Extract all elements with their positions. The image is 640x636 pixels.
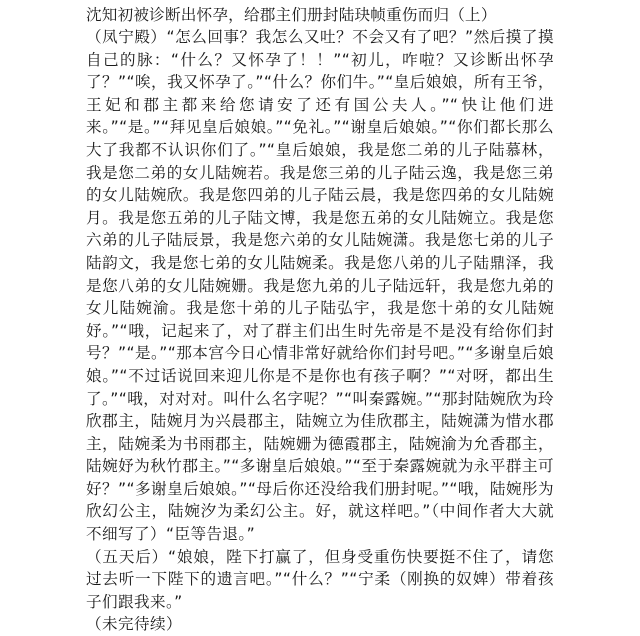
article-paragraph: （未完待续） bbox=[86, 615, 182, 634]
article-title: 沈知初被诊断出怀孕，给郡主们册封陆玦帧重伤而归（上） bbox=[86, 6, 497, 24]
article-paragraph: （五天后）“娘娘，陛下打赢了，但身受重伤快要挺不住了，请您过去听一下陛下的遗言吧。”“什么？”“宁柔（刚换的奴婢）带着孩子们跟我来。” bbox=[86, 547, 554, 611]
article-paragraph: （凤宁殿）“怎么回事？我怎么又吐？不会又有了吧？”然后摸了摸自己的脉：“什么？又怀孕了！！”“初儿，咋啦？又诊断出怀孕了？”“唉，我又怀孕了。”“什么？你们牛。”“皇后娘娘，所有王爷，王妃和郡主都来给您请安了还有国公夫人。”“快让他们进来。”“是。”“拜见皇后娘娘。”“免礼。”“谢皇后娘娘。”“你们都长那么大了我都不认识你们了。”“皇后娘娘，我是您二弟的儿子陆慕林，我是您二弟的女儿陆婉若。我是您三弟的儿子陆云逸，我是您三弟的女儿陆婉欣。我是您四弟的儿子陆云晨，我是您四弟的女儿陆婉月。我是您五弟的儿子陆文博，我是您五弟的女儿陆婉立。我是您六弟的儿子陆辰景，我是您六弟的女儿陆婉潇。我是您七弟的儿子陆韵文，我是您七弟的女儿陆婉柔。我是您八弟的儿子陆鼎泽，我是您八弟的女儿陆婉姗。我是您九弟的儿子陆远轩，我是您九弟的女儿陆婉渝。我是您十弟的儿子陆弘宇，我是您十弟的女儿陆婉妤。”“哦，记起来了，对了群主们出生时先帝是不是没有给你们封号？”“是。”“那本宫今日心情非常好就给你们封号吧。”“多谢皇后娘娘。”“不过话说回来迎儿你是不是你也有孩子啊？”“对呀，都出生了。”“哦，对对对。叫什么名字呢？”“叫秦露婉。”“那封陆婉欣为玲欣郡主，陆婉月为兴晨郡主，陆婉立为佳欣郡主，陆婉潇为惜水郡主，陆婉柔为书雨郡主，陆婉姗为德霞郡主，陆婉渝为允香郡主，陆婉妤为秋竹郡主。”“多谢皇后娘娘。”“至于秦露婉就为永平群主可好？”“多谢皇后娘娘。”“母后你还没给我们册封呢。”“哦，陆婉彤为欣幻公主，陆婉汐为柔幻公主。好，就这样吧。”（中间作者大大就不细写了）“臣等告退。” bbox=[86, 28, 554, 544]
